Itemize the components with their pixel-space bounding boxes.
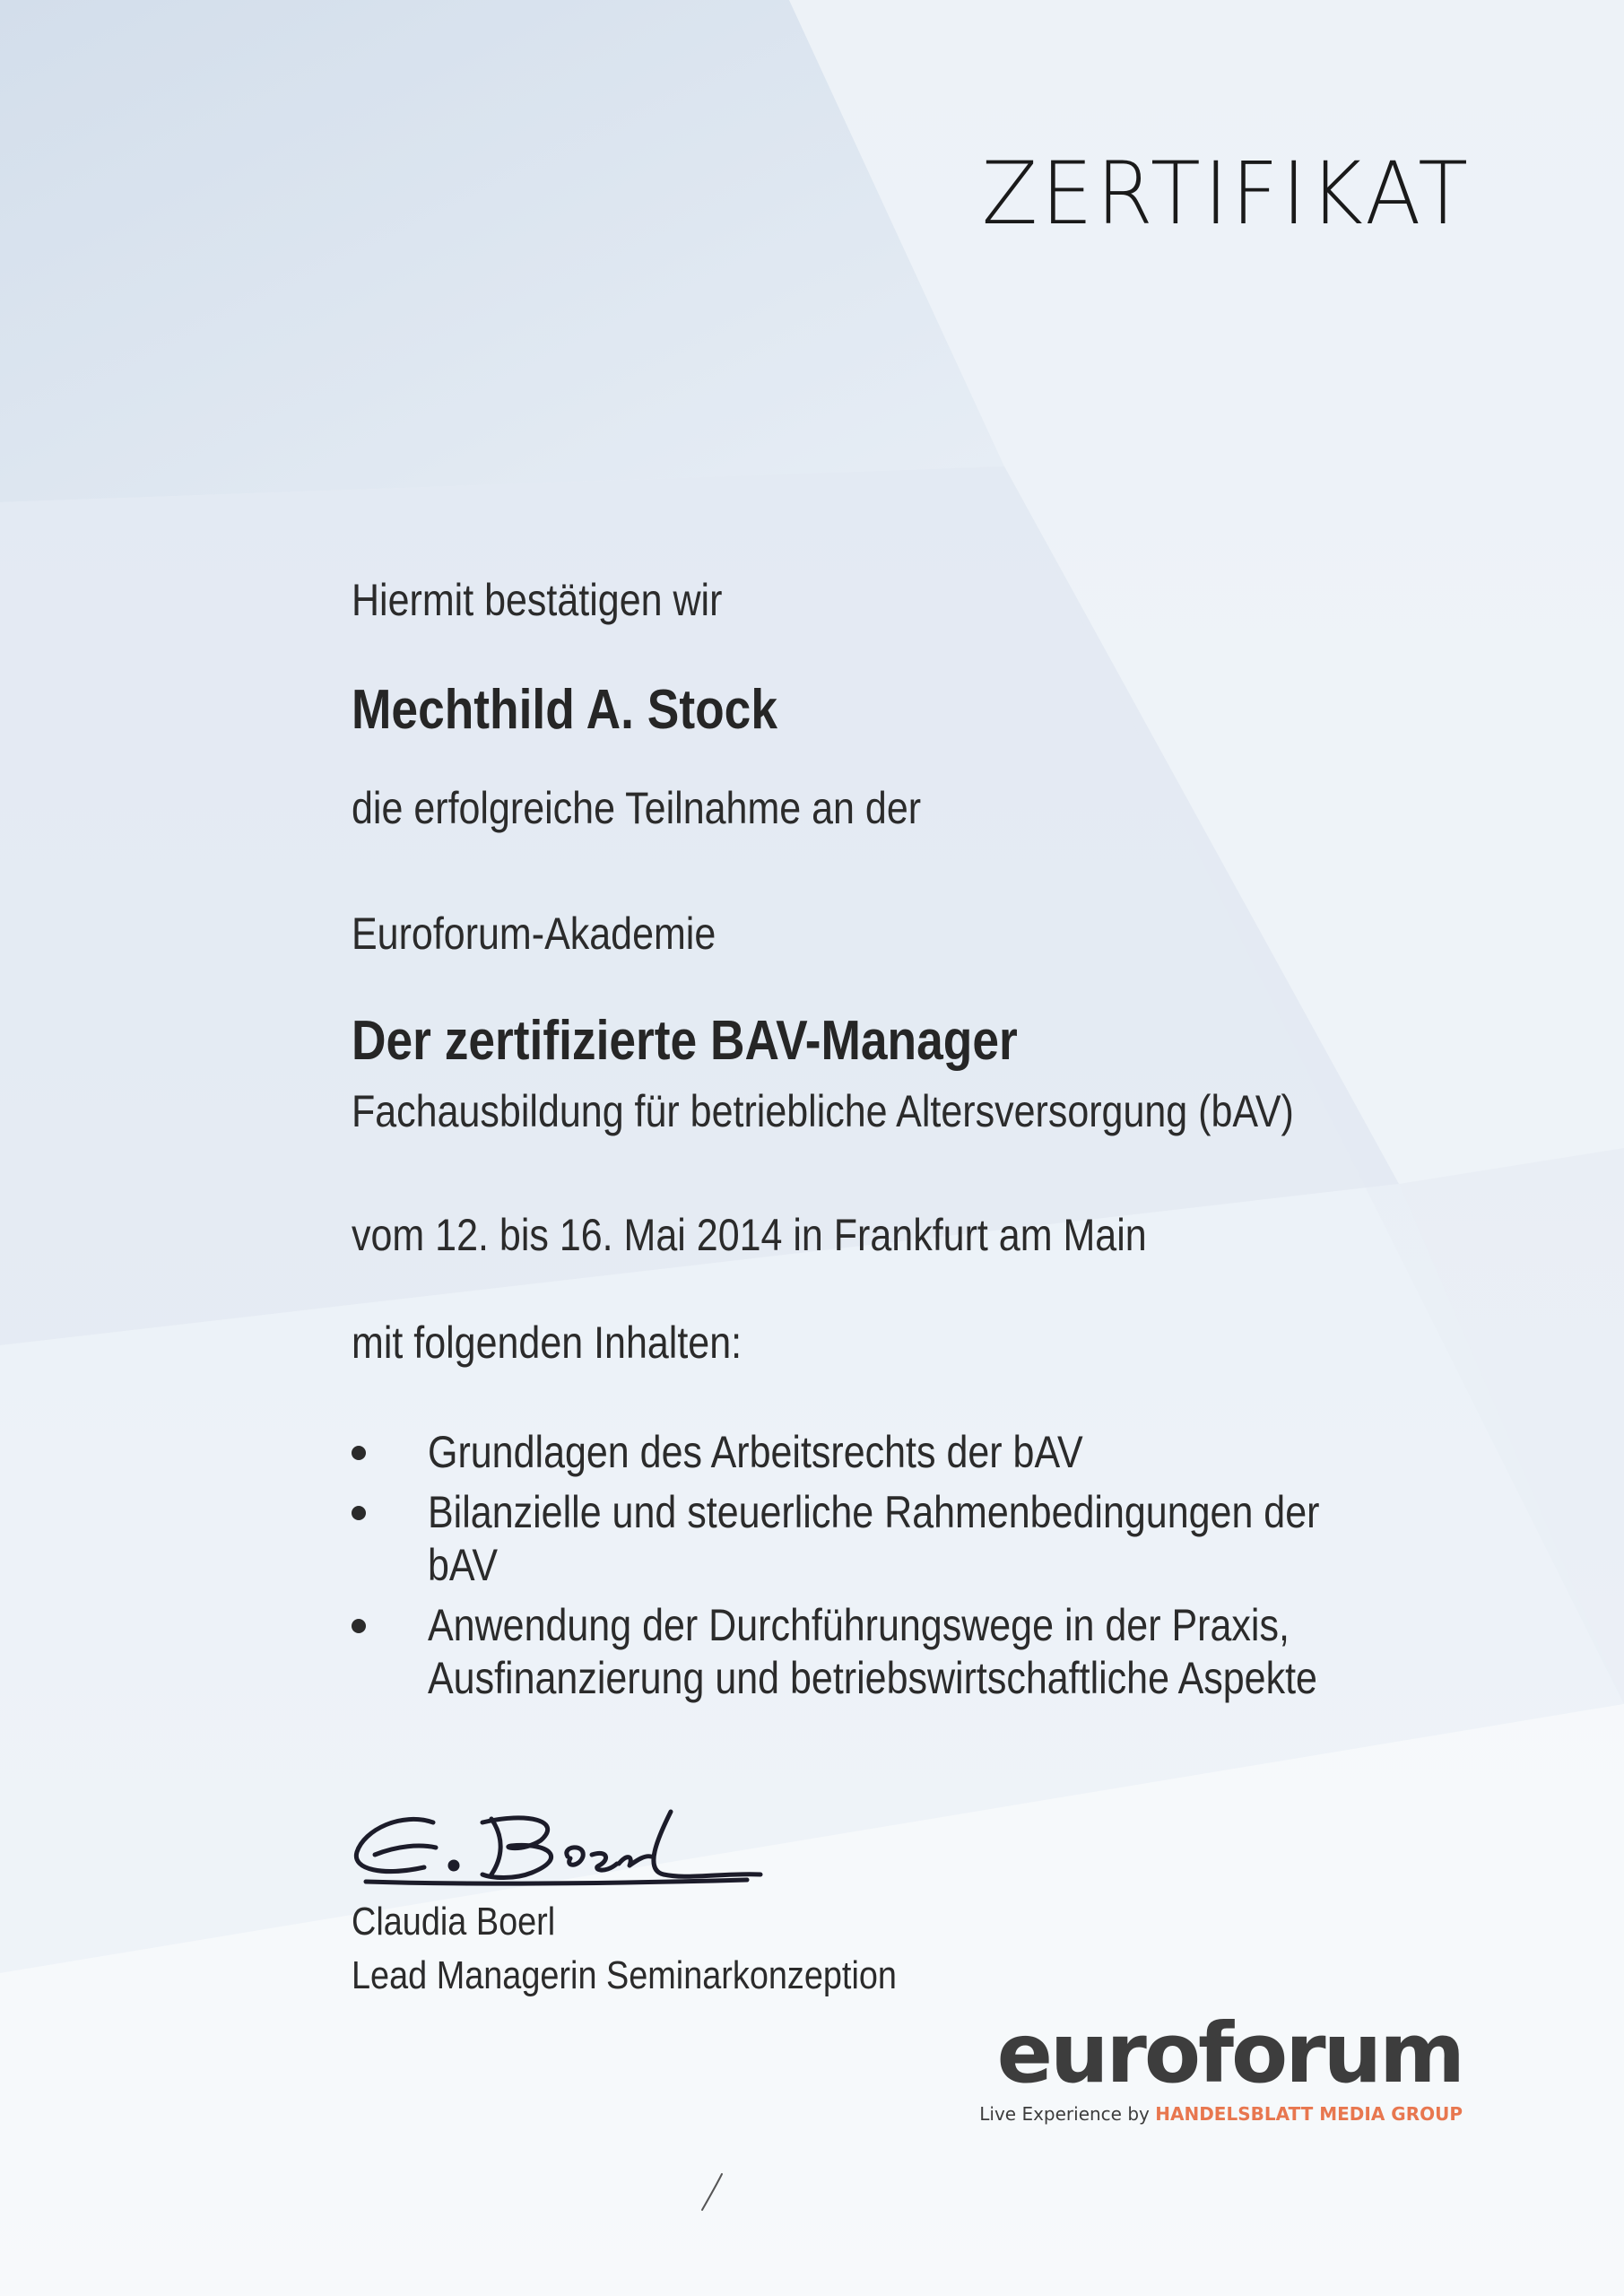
tagline-prefix: Live Experience by bbox=[979, 2103, 1150, 2125]
academy-name: Euroforum-Akademie bbox=[352, 909, 716, 959]
contents-intro: mit folgenden Inhalten: bbox=[352, 1318, 743, 1368]
euroforum-logo: euroforum bbox=[996, 2005, 1463, 2101]
contents-list bbox=[352, 1426, 1517, 1712]
handwritten-signature bbox=[348, 1803, 778, 1892]
list-item bbox=[352, 1599, 1517, 1705]
list-item-text: Grundlagen des Arbeitsrechts der bAV bbox=[428, 1427, 1083, 1477]
certificate-title: ZERTIFIKAT bbox=[981, 144, 1472, 244]
bullet-icon bbox=[352, 1446, 366, 1460]
course-dates: vom 12. bis 16. Mai 2014 in Frankfurt am Main bbox=[352, 1210, 1147, 1260]
bullet-icon bbox=[352, 1619, 366, 1633]
tagline-brand: HANDELSBLATT MEDIA GROUP bbox=[1155, 2103, 1463, 2125]
pen-mark bbox=[695, 2170, 731, 2215]
list-item-text: Bilanzielle und steuerliche Rahmenbedingungen der bAV bbox=[428, 1487, 1320, 1590]
course-title: Der zertifizierte BAV-Manager bbox=[352, 1010, 1018, 1072]
list-item-text: Anwendung der Durchführungswege in der Praxis, Ausfinanzierung und betriebswirtschaftliche Aspekte bbox=[428, 1600, 1317, 1703]
intro-text: Hiermit bestätigen wir bbox=[352, 575, 723, 625]
list-item bbox=[352, 1426, 1517, 1479]
logo-tagline bbox=[979, 2103, 1463, 2125]
participation-text: die erfolgreiche Teilnahme an der bbox=[352, 783, 922, 833]
bullet-icon bbox=[352, 1506, 366, 1520]
signatory-name: Claudia Boerl bbox=[352, 1900, 556, 1944]
signatory-role: Lead Managerin Seminarkonzeption bbox=[352, 1953, 897, 1997]
participant-name: Mechthild A. Stock bbox=[352, 679, 777, 741]
course-subtitle: Fachausbildung für betriebliche Altersversorgung (bAV) bbox=[352, 1086, 1294, 1136]
list-item bbox=[352, 1486, 1517, 1592]
